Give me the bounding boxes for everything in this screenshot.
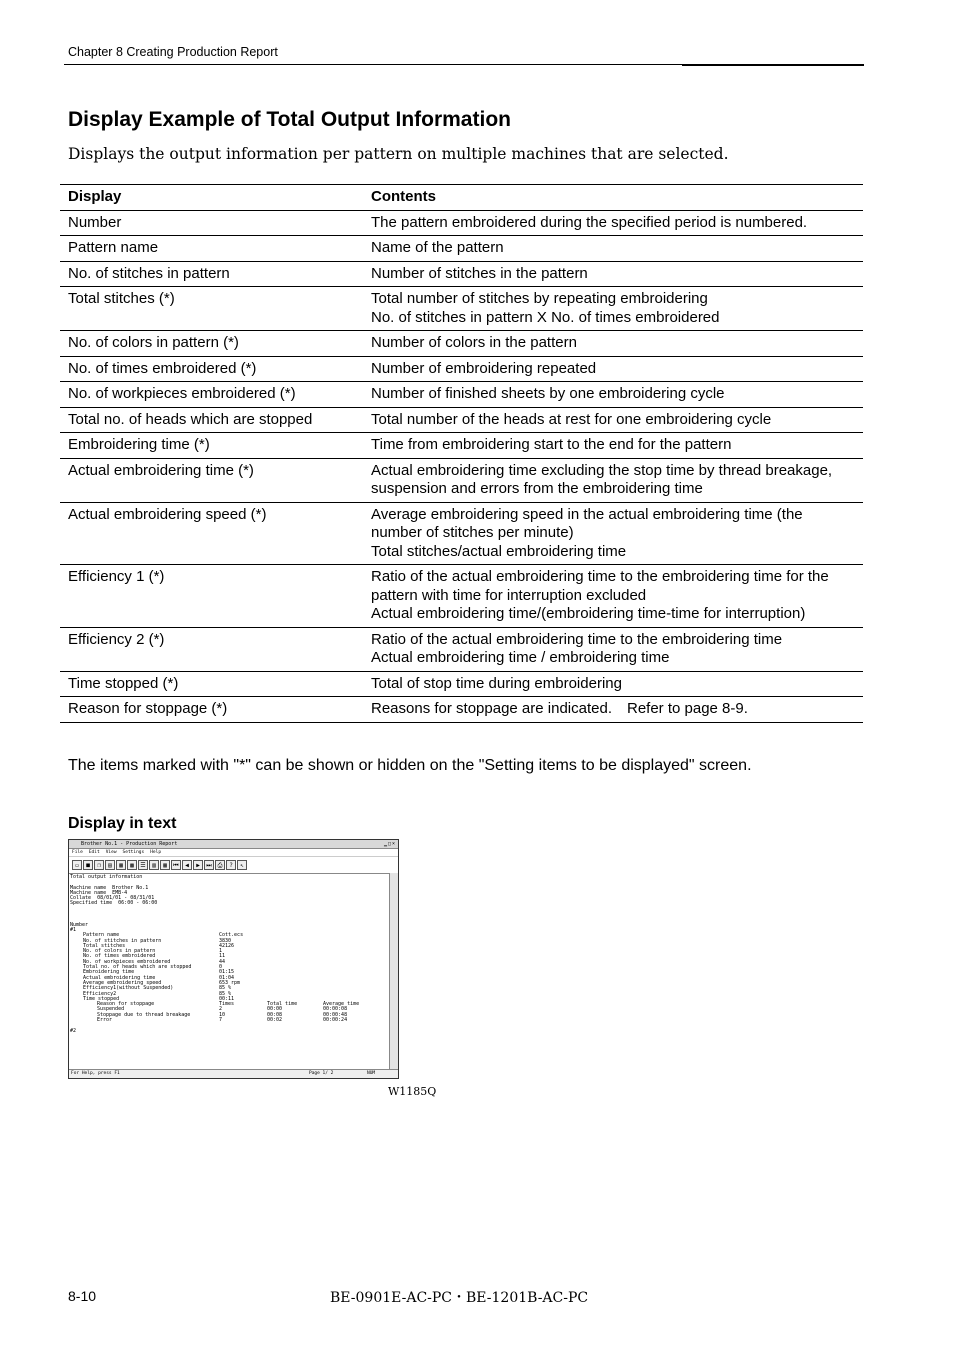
report-item-value: 44 xyxy=(219,958,226,965)
report-item-value: 3830 xyxy=(219,937,232,944)
table-body xyxy=(60,210,863,722)
number-label: Number xyxy=(70,921,89,928)
model-number: BE-0901E-AC-PC・BE-1201B-AC-PC xyxy=(330,1290,589,1306)
minimize-icon: ▁ xyxy=(383,841,388,847)
display-cell: Actual embroidering time (*) xyxy=(60,458,363,502)
figure-code: W1185Q xyxy=(388,1085,437,1098)
report-heading: Total output information xyxy=(70,874,143,880)
report-item-value: 653 rpm xyxy=(219,979,241,986)
report-item-value: 01:04 xyxy=(219,974,235,981)
contents-line: No. of stitches in pattern X No. of times embroidered xyxy=(371,308,720,326)
stop-average: 00:00:24 xyxy=(323,1017,348,1024)
stop-header-row: Reason for stoppage Times Total time Average time xyxy=(97,1001,360,1008)
pattern-icon[interactable]: ▦ xyxy=(116,860,126,870)
report-item-label: Efficiency1(without Suspended) xyxy=(83,985,174,992)
list-icon[interactable]: ☰ xyxy=(138,860,148,870)
display-cell: No. of stitches in pattern xyxy=(60,261,363,287)
subsection-title: Display in text xyxy=(68,815,177,832)
contents-line: Number of embroidering repeated xyxy=(371,359,597,377)
display-cell: No. of times embroidered (*) xyxy=(60,356,363,382)
table-row xyxy=(60,433,863,459)
stop-times: 2 xyxy=(219,1006,223,1013)
display-cell: Total no. of heads which are stopped xyxy=(60,407,363,433)
output-info-table xyxy=(60,184,863,723)
vertical-scrollbar[interactable] xyxy=(389,873,398,1071)
print-icon[interactable]: ⎙ xyxy=(215,860,225,870)
contents-cell xyxy=(363,407,863,433)
table-row xyxy=(60,382,863,408)
window-title: Brother No.1 - Production Report xyxy=(81,841,178,847)
contents-line: Number of finished sheets by one embroidering cycle xyxy=(371,385,725,402)
status-help-text: For Help, press F1 xyxy=(71,1071,120,1076)
stop-times: 10 xyxy=(219,1011,226,1018)
page-number: 8-10 xyxy=(68,1288,97,1304)
contents-line: Time from embroidering start to the end for the pattern xyxy=(371,436,732,453)
stop-reason: Stoppage due to thread breakage xyxy=(97,1011,191,1018)
table-row xyxy=(60,236,863,262)
contents-line: The pattern embroidered during the specified period is numbered. xyxy=(371,213,808,231)
table-row xyxy=(60,356,863,382)
grid-icon[interactable]: ▩ xyxy=(127,860,137,870)
contents-cell xyxy=(363,210,863,236)
display-cell: Embroidering time (*) xyxy=(60,433,363,459)
maximize-icon: □ xyxy=(387,841,392,847)
table-row xyxy=(60,671,863,697)
contents-cell xyxy=(363,697,863,723)
question-icon[interactable]: ? xyxy=(226,860,236,870)
menu-bar xyxy=(69,849,398,857)
intro-text: Displays the output information per pattern on multiple machines that are selected. xyxy=(68,145,729,163)
report-item-value: Cott.ecs xyxy=(219,932,244,939)
window-titlebar xyxy=(69,840,398,849)
report-item-label: Pattern name xyxy=(83,932,120,939)
contents-line: Actual embroidering time / embroidering time xyxy=(371,649,670,666)
contents-cell xyxy=(363,356,863,382)
next-icon[interactable]: ▶ xyxy=(193,860,203,870)
report-item-label: No. of times embroidered xyxy=(83,953,156,960)
table-row xyxy=(60,210,863,236)
stop-reason: Error xyxy=(97,1017,113,1024)
open-icon[interactable]: ▭ xyxy=(72,860,82,870)
contents-line: Number of colors in the pattern xyxy=(371,334,577,351)
contents-line: Ratio of the actual embroidering time to the embroidering time xyxy=(371,630,783,648)
report-item-label: Average embroidering speed xyxy=(83,979,162,986)
contents-line: Ratio of the actual embroidering time to the embroidering time for the pattern with time for interruption excluded xyxy=(371,568,829,604)
table-row xyxy=(60,627,863,671)
note-text: The items marked with "*" can be shown or hidden on the "Setting items to be displayed" screen. xyxy=(68,757,752,774)
table-row xyxy=(60,697,863,723)
status-num: NUM xyxy=(367,1071,376,1076)
collate-line: Collate 08/01/01 - 08/31/01 xyxy=(70,895,155,902)
report-item-label: Total stitches xyxy=(83,942,126,949)
display-cell: Pattern name xyxy=(60,236,363,262)
display-cell: No. of workpieces embroidered (*) xyxy=(60,382,363,408)
contents-cell xyxy=(363,382,863,408)
contents-cell xyxy=(363,671,863,697)
table-row xyxy=(60,407,863,433)
prev-icon[interactable]: ◀ xyxy=(182,860,192,870)
section-title: Display Example of Total Output Information xyxy=(68,108,511,131)
report-item-label: Efficiency2 xyxy=(83,990,117,997)
display-cell: Actual embroidering speed (*) xyxy=(60,502,363,565)
display-cell: Time stopped (*) xyxy=(60,671,363,697)
machine-model-line: Machine name EMB-4 xyxy=(70,889,128,896)
display-cell: Total stitches (*) xyxy=(60,287,363,331)
display-cell: Efficiency 2 (*) xyxy=(60,627,363,671)
contents-line: Number of stitches in the pattern xyxy=(371,264,588,282)
machine-icon[interactable]: ▤ xyxy=(105,860,115,870)
contents-cell xyxy=(363,565,863,628)
last-icon[interactable]: ⏭ xyxy=(204,860,214,870)
help-pointer-icon[interactable]: ↖ xyxy=(237,860,247,870)
contents-cell xyxy=(363,261,863,287)
table-row xyxy=(60,287,863,331)
contents-cell xyxy=(363,433,863,459)
menu-item-settings[interactable]: Settings xyxy=(122,850,145,855)
close-icon: × xyxy=(391,841,396,847)
report-item-label: No. of stitches in pattern xyxy=(83,937,162,944)
menu-item-help[interactable]: Help xyxy=(150,850,162,855)
report-item-label: Actual embroidering time xyxy=(83,974,156,981)
report-item-value: 11 xyxy=(219,953,226,960)
display-cell: No. of colors in pattern (*) xyxy=(60,331,363,357)
stop-total: 00:08 xyxy=(267,1011,283,1018)
report-item-value: 85 % xyxy=(219,990,232,997)
contents-line: Total stitches/actual embroidering time xyxy=(371,542,627,560)
report-item-label: Embroidering time xyxy=(83,969,135,976)
stop-total: 00:00 xyxy=(267,1006,283,1013)
report-item-value: 1 xyxy=(219,948,223,955)
contents-line: Total number of stitches by repeating embroidering xyxy=(371,290,708,307)
stop-times: 7 xyxy=(219,1017,223,1024)
contents-line: Average embroidering speed in the actual embroidering time (the number of stitches per minute) xyxy=(371,505,803,541)
table-row xyxy=(60,331,863,357)
table-row xyxy=(60,502,863,565)
table-row xyxy=(60,261,863,287)
contents-line: Actual embroidering time excluding the stop time by thread breakage, suspension and errors from the embroidering time xyxy=(371,461,833,497)
contents-line: Name of the pattern xyxy=(371,239,504,256)
chart-icon[interactable]: ▥ xyxy=(149,860,159,870)
report-item-label: No. of colors in pattern xyxy=(83,948,156,955)
table-row xyxy=(60,565,863,628)
menu-item-file[interactable]: File xyxy=(72,850,83,855)
column-header-display: Display xyxy=(60,185,363,211)
contents-cell xyxy=(363,287,863,331)
display-cell: Efficiency 1 (*) xyxy=(60,565,363,628)
contents-cell xyxy=(363,502,863,565)
contents-line: Total number of the heads at rest for one embroidering cycle xyxy=(371,410,772,428)
contents-cell xyxy=(363,331,863,357)
report-item-value: 00:11 xyxy=(219,995,235,1002)
display-cell: Number xyxy=(60,210,363,236)
table-row xyxy=(60,458,863,502)
contents-line: Actual embroidering time/(embroidering time-time for interruption) xyxy=(371,605,806,622)
report-item-value: 01:15 xyxy=(219,969,235,976)
table-header-row xyxy=(60,185,863,211)
first-icon[interactable]: ⏮ xyxy=(171,860,181,870)
report-item-value: 85 % xyxy=(219,985,232,992)
header-rule-accent xyxy=(682,64,864,66)
display-cell: Reason for stoppage (*) xyxy=(60,697,363,723)
stop-total: 00:02 xyxy=(267,1017,283,1024)
stop-average: 00:00:08 xyxy=(323,1006,348,1013)
menu-item-view[interactable]: View xyxy=(105,850,117,855)
report-text-area xyxy=(69,873,390,1071)
contents-line: Total of stop time during embroidering xyxy=(371,674,622,692)
report-item-value: 0 xyxy=(219,964,223,971)
contents-line: Reasons for stoppage are indicated. Refer to page 8-9. xyxy=(371,700,748,717)
entry-2-label: #2 xyxy=(70,1027,77,1034)
stop-reason: Suspended xyxy=(97,1006,125,1013)
copy-icon[interactable]: ❐ xyxy=(94,860,104,870)
status-page: Page 1/ 2 xyxy=(309,1071,334,1076)
toolbar xyxy=(69,857,398,874)
running-header: Chapter 8 Creating Production Report xyxy=(68,45,278,59)
report-item-label: No. of workpieces embroidered xyxy=(83,958,171,965)
table-icon[interactable]: ▦ xyxy=(160,860,170,870)
report-item-value: 42126 xyxy=(219,942,235,949)
window-controls xyxy=(384,840,396,848)
specified-time-line: Specified time 06:00 - 06:00 xyxy=(70,900,158,907)
machine-name-line: Machine name Brother No.1 xyxy=(70,884,149,891)
stop-average: 00:00:48 xyxy=(323,1011,348,1018)
contents-cell xyxy=(363,236,863,262)
report-item-label: Total no. of heads which are stopped xyxy=(83,964,192,971)
save-icon[interactable]: ■ xyxy=(83,860,93,870)
contents-cell xyxy=(363,627,863,671)
contents-cell xyxy=(363,458,863,502)
column-header-contents: Contents xyxy=(363,185,863,211)
status-bar xyxy=(69,1069,398,1078)
report-item-label: Time stopped xyxy=(83,995,120,1002)
screenshot-window xyxy=(68,839,399,1079)
menu-item-edit[interactable]: Edit xyxy=(88,850,100,855)
entry-1-label: #1 xyxy=(70,926,77,933)
